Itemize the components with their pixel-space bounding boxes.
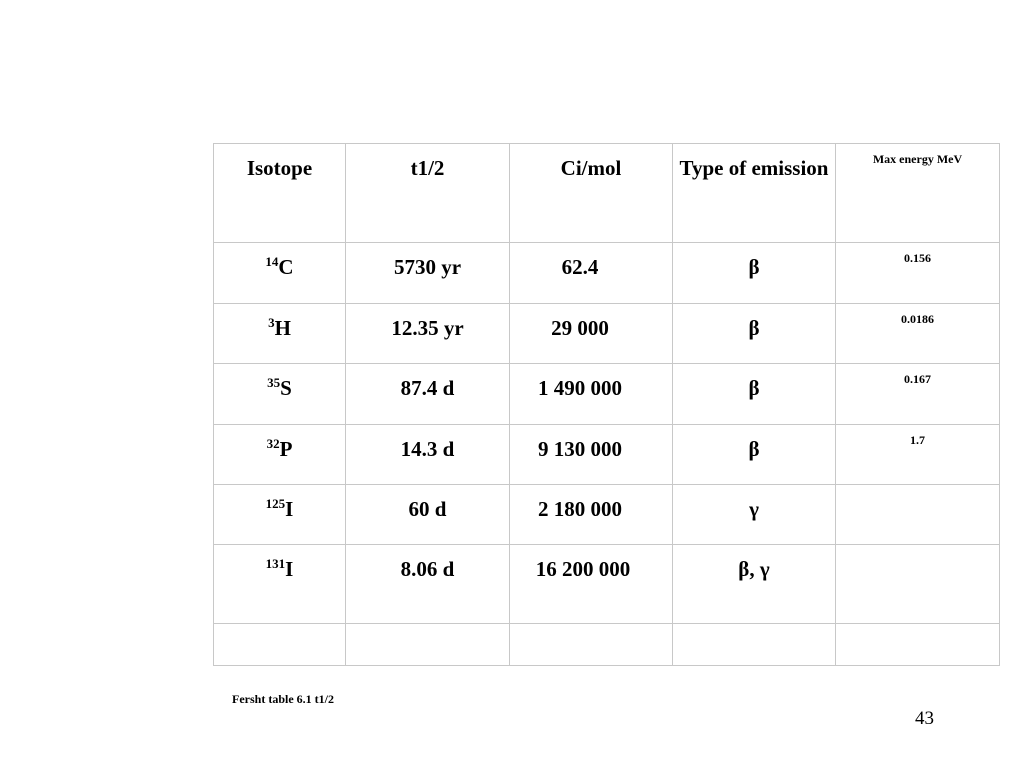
emission-cell: β: [673, 243, 836, 304]
element-symbol: H: [274, 316, 291, 340]
ci-mol-cell: 16 200 000: [510, 545, 673, 624]
header-emission-type: Type of emission: [673, 144, 836, 243]
element-symbol: P: [279, 437, 293, 461]
isotope-cell: [214, 364, 346, 425]
isotope-cell: [214, 545, 346, 624]
ci-mol-cell: 29 000: [510, 304, 673, 364]
half-life-cell: 5730 yr: [346, 243, 510, 304]
max-energy-cell: [836, 545, 1000, 624]
ci-mol-cell: 9 130 000: [510, 425, 673, 485]
max-energy-cell: [836, 624, 1000, 666]
element-symbol: S: [280, 376, 292, 400]
table-caption: Fersht table 6.1 t1/2: [232, 692, 334, 706]
mass-number: 131: [265, 556, 286, 571]
table-row: [214, 545, 1000, 624]
max-energy-cell: 0.0186: [836, 304, 1000, 364]
emission-cell: β: [673, 304, 836, 364]
half-life-cell: 12.35 yr: [346, 304, 510, 364]
isotope-cell: [214, 304, 346, 364]
table-header-row: [214, 144, 1000, 243]
table-row: [214, 304, 1000, 364]
table-row: [214, 364, 1000, 425]
max-energy-cell: [836, 485, 1000, 545]
mass-number: 32: [266, 436, 280, 451]
isotope-cell: [214, 425, 346, 485]
half-life-cell: 8.06 d: [346, 545, 510, 624]
max-energy-cell: 0.167: [836, 364, 1000, 425]
isotope-table: [213, 143, 1000, 666]
half-life-cell: 60 d: [346, 485, 510, 545]
mass-number: 3: [268, 315, 275, 330]
isotope-cell: [214, 624, 346, 666]
max-energy-cell: 0.156: [836, 243, 1000, 304]
mass-number: 125: [265, 496, 286, 511]
isotope-cell: [214, 485, 346, 545]
half-life-cell: 87.4 d: [346, 364, 510, 425]
table-row: [214, 624, 1000, 666]
emission-cell: γ: [673, 485, 836, 545]
header-isotope: Isotope: [214, 144, 346, 243]
isotope-cell: [214, 243, 346, 304]
table-row: [214, 485, 1000, 545]
element-symbol: C: [278, 255, 294, 279]
ci-mol-cell: 1 490 000: [510, 364, 673, 425]
half-life-cell: 14.3 d: [346, 425, 510, 485]
element-symbol: I: [285, 557, 294, 581]
ci-mol-cell: [510, 624, 673, 666]
table-row: [214, 425, 1000, 485]
ci-mol-cell: 2 180 000: [510, 485, 673, 545]
emission-cell: [673, 624, 836, 666]
emission-cell: β: [673, 364, 836, 425]
mass-number: 35: [267, 375, 281, 390]
emission-cell: β, γ: [673, 545, 836, 624]
page-number: 43: [915, 708, 934, 729]
max-energy-cell: 1.7: [836, 425, 1000, 485]
header-ci-mol: Ci/mol: [510, 144, 673, 243]
emission-cell: β: [673, 425, 836, 485]
table-row: [214, 243, 1000, 304]
mass-number: 14: [265, 254, 279, 269]
ci-mol-cell: 62.4: [510, 243, 673, 304]
half-life-cell: [346, 624, 510, 666]
element-symbol: I: [285, 497, 294, 521]
header-half-life: t1/2: [346, 144, 510, 243]
header-max-energy: Max energy MeV: [836, 144, 1000, 243]
